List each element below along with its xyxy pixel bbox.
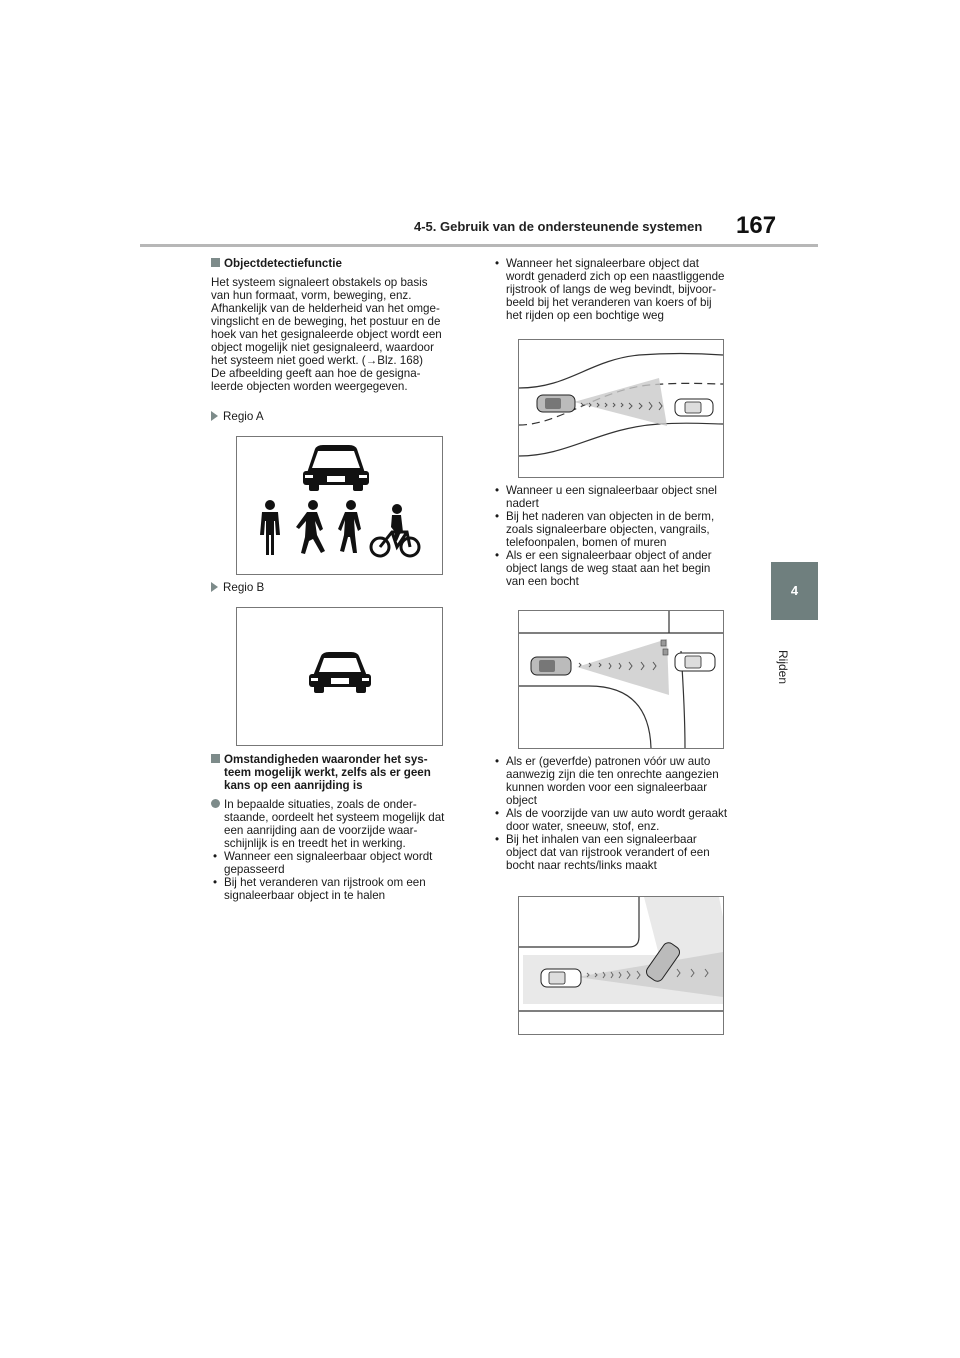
header-divider <box>140 244 818 247</box>
heading-line: teem mogelijk werkt, zelfs als er geen <box>224 766 431 779</box>
pedestrians-car-icon <box>237 437 442 574</box>
paragraph-line: schijnlijk is en treedt het in werking. <box>224 837 406 850</box>
square-bullet-icon <box>211 258 220 267</box>
list-item: • Als er een signaleerbaar object of ander object langs de weg staat aan het begin van een bocht <box>493 549 763 588</box>
right-column-low <box>493 755 763 872</box>
paragraph-line: hoek van het gesignaleerde object wordt een <box>211 328 442 341</box>
curved-road-illustration <box>519 340 723 477</box>
heading-objectdetectie: Objectdetectiefunctie <box>211 257 471 270</box>
list-item: • Bij het veranderen van rijstrook om een signaleerbaar object in te halen <box>211 876 473 902</box>
figure-regio-b <box>236 607 443 746</box>
paragraph-line: van hun formaat, vorm, beweging, enz. <box>211 289 412 302</box>
paragraph-line: vingslicht en de beweging, het postuur en de <box>211 315 441 328</box>
car-rear-icon <box>237 608 442 745</box>
paragraph-line: het systeem niet goed werkt. (→Blz. 168) <box>211 354 423 367</box>
section-title: 4-5. Gebruik van de ondersteunende systemen <box>414 219 703 234</box>
paragraph-line: staande, oordeelt het systeem mogelijk dat <box>224 811 445 824</box>
list-item: • Wanneer een signaleerbaar object wordt gepasseerd <box>211 850 473 876</box>
chapter-tab: 4 <box>771 562 818 620</box>
paragraph-line: object mogelijk niet gesignaleerd, waardoor <box>211 341 434 354</box>
paragraph-line: Het systeem signaleert obstakels op basis <box>211 276 428 289</box>
triangle-marker-icon <box>211 411 218 421</box>
paragraph-line: leerde objecten worden weergegeven. <box>211 380 408 393</box>
list-item: • Wanneer u een signaleerbaar object snel nadert <box>493 484 763 510</box>
paragraph-line: een aanrijding aan de voorzijde waar- <box>224 824 418 837</box>
triangle-marker-icon <box>211 582 218 592</box>
right-column-mid <box>493 484 763 588</box>
corner-road-illustration <box>519 611 723 748</box>
page-number: 167 <box>736 212 777 239</box>
left-column-lower <box>211 753 473 902</box>
circle-bullet-icon <box>211 799 220 808</box>
list-item: • Bij het inhalen van een signaleerbaar object dat van rijstrook verandert of een bocht naar rechts/links maakt <box>493 833 763 872</box>
paragraph-line: In bepaalde situaties, zoals de onder- <box>211 798 473 811</box>
paragraph-line: De afbeelding geeft aan hoe de gesigna- <box>211 367 421 380</box>
heading-line: kans op een aanrijding is <box>224 779 363 792</box>
heading-omstandigheden: Omstandigheden waaronder het sys- <box>211 753 473 766</box>
figure-corner-road <box>518 610 724 749</box>
left-column <box>211 257 471 393</box>
chapter-label: Rijden <box>776 650 790 685</box>
list-item: • Als de voorzijde van uw auto wordt geraakt door water, sneeuw, stof, enz. <box>493 807 763 833</box>
list-item: • Wanneer het signaleerbare object dat wordt genaderd zich op een naastliggende rijstrook of langs de weg bevindt, bijvoor- beeld bij het veranderen van koers of bij het rijden op een bochtige weg <box>493 257 763 322</box>
paragraph-line: Afhankelijk van de helderheid van het omge- <box>211 302 440 315</box>
figure-turning-car <box>518 896 724 1035</box>
turning-car-illustration <box>519 897 723 1034</box>
right-column-top <box>493 257 763 322</box>
regio-b-label: Regio B <box>211 581 264 594</box>
square-bullet-icon <box>211 754 220 763</box>
figure-regio-a <box>236 436 443 575</box>
figure-curved-road <box>518 339 724 478</box>
regio-a-label: Regio A <box>211 410 264 423</box>
list-item: • Als er (geverfde) patronen vóór uw auto aanwezig zijn die ten onrechte aangezien kunnen worden voor een signaleerbaar object <box>493 755 763 807</box>
list-item: • Bij het naderen van objecten in de berm, zoals signaleerbare objecten, vangrails, telefoonpalen, bomen of muren <box>493 510 763 549</box>
